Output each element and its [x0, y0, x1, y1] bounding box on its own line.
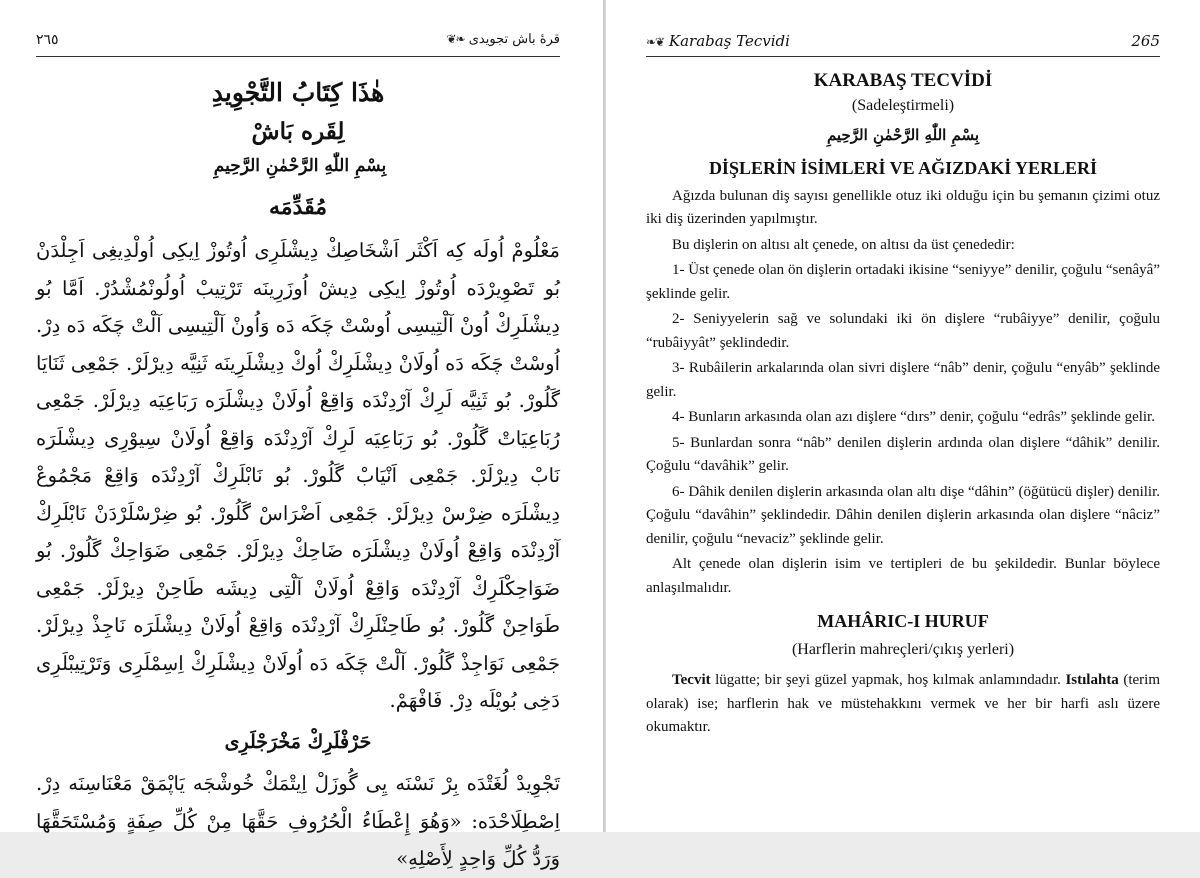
left-basmala-text: بِسْمِ اللّٰهِ الرَّحْمٰنِ الرَّحِيمِ — [213, 156, 387, 176]
right-subtitle: (Sadeleştirmeli) — [851, 97, 955, 114]
left-arabic-body — [36, 232, 560, 878]
paragraph: Bu dişlerin on altısı alt çenede, on altısı da üst çenededir: — [672, 236, 1015, 253]
term-tecvit: Tecvit — [672, 672, 711, 688]
istilahta-definition: (terim olarak) ise; harflerin hak ve müstehakkını vermek ve her bir harfi aslı üzere okumaktır. — [646, 672, 1160, 735]
left-page-number: ٢٦٥ — [36, 32, 59, 48]
left-basmala — [160, 156, 440, 176]
section-subheading-makharij: (Harflerin mahreçleri/çıkış yerleri) — [791, 640, 1015, 658]
left-paragraph-2-quote: «وَهُوَ إِعْطَاءُ الْحُرُوفِ حَقَّهَا مِنْ كُلِّ صِفَةٍ وَمُسْتَحَقَّهَا وَرَدُّ كُلِّ وَاحِدٍ لِأَصْلِهِ» — [36, 809, 560, 870]
paragraph: 3- Rubâilerin arkalarında olan sivri dişlere “nâb” denir, çoğulu “enyâb” şeklinde gelir. — [646, 360, 1160, 400]
paragraph: 6- Dâhik denilen dişlerin arkasında olan altı dişe “dâhin” (öğütücü dişler) denilir. Çoğulu “davâhin” şeklindedir. Dâhin denilen dişlerin arkasında olan dişlere “nâciz” denilir, çoğulu “nevaciz” şeklinde gelir. — [646, 483, 1160, 547]
left-page-header — [36, 32, 560, 52]
right-header-rule — [646, 56, 1160, 57]
section-heading-makharij: MAHÂRIC-I HURUF — [817, 611, 989, 631]
right-content — [646, 68, 1160, 742]
left-section-heading: مُقَدِّمَه — [268, 194, 328, 220]
left-paragraph-2-text: تَجْوِيدْ لُغَتْدَه بِرْ نَسْنَه يِى گُوزَلْ اِيتْمَكْ خُوشْجَه يَاپْمَقْ مَعْنَاسِنَه دِرْ. اِصْطِلَاحْدَه: — [36, 772, 560, 833]
left-header-rule — [36, 56, 560, 57]
term-istilahta: Istılahta — [1065, 672, 1119, 688]
paragraph: Ağızda bulunan diş sayısı genellikle otuz iki olduğu için bu şemanın çizimi otuz iki diş üzerinden yapılmıştır. — [646, 187, 1160, 227]
paragraph: 1- Üst çenede olan ön dişlerin ortadaki ikisine “seniyye” denilir, çoğulu “senâyâ” şeklinde gelir. — [646, 262, 1160, 302]
left-paragraph-2 — [36, 765, 560, 878]
right-title: KARABAŞ TECVİDİ — [813, 70, 993, 91]
paragraph-tecvit — [646, 669, 1160, 740]
left-subheading: حَرْفْلَرِكْ مَخْرَجْلَرِى — [224, 730, 372, 753]
tecvit-definition: lügatte; bir şeyi güzel yapmak, hoş kılmak anlamındadır. — [710, 672, 1061, 688]
left-page — [0, 0, 604, 870]
paragraph: 4- Bunların arkasında olan azı dişlere “dırs” denir, çoğulu “edrâs” şeklinde gelir. — [672, 409, 1155, 425]
ornament-icon: ❧❦ — [446, 32, 465, 46]
right-running-title — [646, 32, 790, 50]
right-running-title-text: Karabaş Tecvidi — [668, 32, 790, 50]
left-running-title-text: قرهٔ باش تجویدی — [468, 32, 560, 47]
ornament-icon: ❧❦ — [646, 35, 665, 49]
left-book-title: هٰذَا كِتَابُ التَّجْوِيدِ — [211, 78, 385, 107]
paragraph: 5- Bunlardan sonra “nâb” denilen dişlerin ardında olan dişlere “dâhik” denilir. Çoğulu “davâhik” gelir. — [646, 434, 1160, 474]
paragraph: 2- Seniyyelerin sağ ve solundaki iki ön dişlere “rubâiyye” denilir, çoğulu “rubâiyyât” şeklindedir. — [646, 311, 1160, 351]
paragraph: Alt çenede olan dişlerin isim ve tertipleri de bu şekildedir. Bunlar böylece anlaşılmalıdır. — [646, 556, 1160, 596]
right-basmala: بِسْمِ اللّٰهِ الرَّحْمٰنِ الرَّحِيمِ — [826, 125, 980, 144]
right-page-header — [646, 32, 1160, 52]
left-paragraph-1: مَعْلُومْ اُولَه كِه اَكْثَر اَشْخَاصِكْ دِيشْلَرِى اُوتُوزْ اِيكِى اُولْدِيغِى اَجِلْدَنْ بُو تَصْوِيرْدَه اُوتُوزْ اِيكِى دِيشْ اُوزَرِينَه تَرْتِيبْ اُولُونْمُشْدُرْ. اَمَّا بُو دِيشْلَرِكْ اُونْ آلْتِيسِى اُوسْتْ چَكَه دَه وَاُونْ آلْتِيسِى آلْتْ چَكَه دَه دِرْ. اُوسْتْ چَكَه دَه اُولَانْ دِيشْلَرِكْ اُوكْ دِيشْلَرِينَه ثَنِيَّه دِيرْلَرْ. جَمْعِى ثَنَايَا گَلُورْ. بُو ثَنِيَّه لَرِكْ آرْدِنْدَه وَاقِعْ اُولَانْ دِيشْلَرَه رَبَاعِيَه دِيرْلَرْ. جَمْعِى رُبَاعِيَاتْ گَلُورْ. بُو رَبَاعِيَه لَرِكْ آرْدِنْدَه وَاقِعْ اُولَانْ سِيوْرِى دِيشْلَرَه نَابْ دِيرْلَرْ. جَمْعِى اَنْيَابْ گَلُورْ. بُو نَابْلَرِكْ آرْدِنْدَه وَاقِعْ مَجْمُوعْ دِيشْلَرَه ضِرْسْ دِيرْلَرْ. جَمْعِى اَضْرَاسْ گَلُورْ. بُو ضِرْسْلَرْدَنْ نَابْلَرِكْ آرْدِنْدَه وَاقِعْ اُولَانْ دِيشْلَرَه ضَاحِكْ دِيرْلَرْ. جَمْعِى ضَوَاحِكْ گَلُورْ. بُو ضَوَاحِكْلَرِكْ آرْدِنْدَه وَاقِعْ اُولَانْ آلْتِى دِيشَه طَاحِنْ دِيرْلَرْ. جَمْعِى طَوَاحِنْ گَلُورْ. بُو طَاحِنْلَرِكْ آرْدِنْدَه وَاقِعْ اُولَانْ دِيشْلَرَه نَاجِذْ دِيرْلَرْ. جَمْعِى نَوَاجِذْ گَلُورْ. آلْتْ چَكَه دَه اُولَانْ دِيشْلَرِكْ اِسِمْلَرِى وَتَرْتِيبْلَرِى دَخِى بُويْلَه دِرْ. فَافْهَمْ. — [36, 239, 560, 712]
right-page-number: 265 — [1131, 32, 1160, 50]
right-page — [606, 0, 1200, 832]
left-author-line: لِقَره بَاشْ — [251, 118, 345, 145]
section-heading-teeth: DİŞLERİN İSİMLERİ VE AĞIZDAKİ YERLERİ — [708, 158, 1098, 178]
left-running-title — [446, 32, 560, 47]
